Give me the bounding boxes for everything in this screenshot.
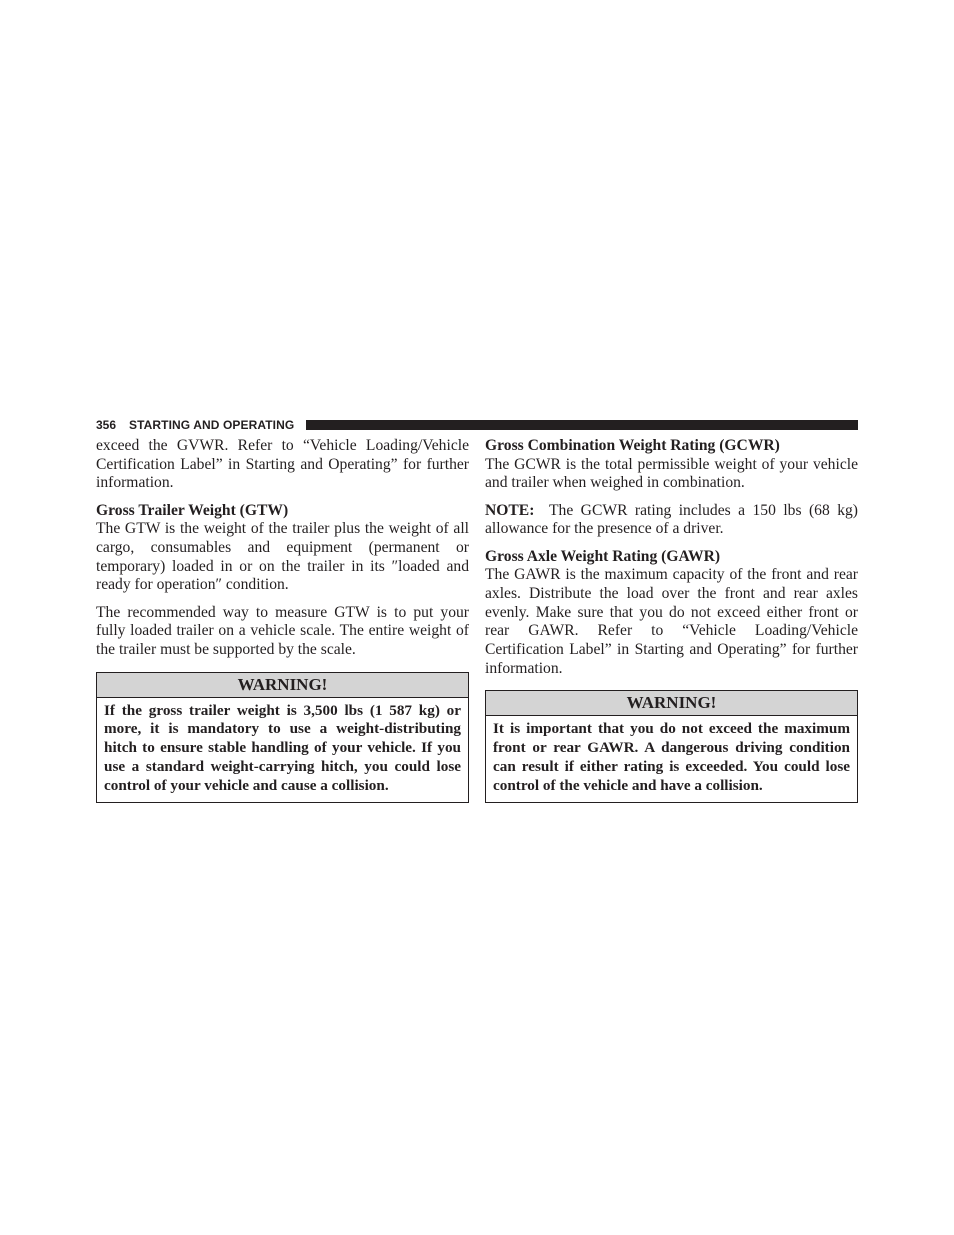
warning-text: It is important that you do not exceed the maximum front or rear GAWR. A dangerous driving condition can result if either rating is exceeded. You could lose control of the vehicle and have a collision. [493, 720, 850, 794]
note-paragraph [485, 502, 858, 539]
note-text: The GCWR rating includes a 150 lbs (68 kg) allowance for the presence of a driver. [485, 501, 858, 538]
gtw-measure-paragraph: The recommended way to measure GTW is to put your fully loaded trailer on a vehicle scale. The entire weight of the trailer must be supported by the scale. [96, 603, 469, 659]
warning-box-gtw [96, 672, 469, 804]
gcwr-paragraph: The GCWR is the total permissible weight of your vehicle and trailer when weighed in combination. [485, 455, 858, 492]
gtw-paragraph: The GTW is the weight of the trailer plus the weight of all cargo, consumables and equipment (permanent or temporary) loaded in or on the trailer in its ″loaded and ready for operation″ condition. [96, 520, 469, 594]
gawr-heading: Gross Axle Weight Rating (GAWR) [485, 547, 721, 565]
right-column [485, 437, 858, 803]
warning-box-gawr [485, 690, 858, 803]
note-label: NOTE: [485, 501, 535, 519]
header-rule [306, 420, 858, 430]
warning-title: WARNING! [486, 691, 857, 716]
page-header [96, 417, 858, 433]
gcwr-heading: Gross Combination Weight Rating (GCWR) [485, 437, 780, 454]
section-title: STARTING AND OPERATING [129, 418, 295, 432]
warning-text: If the gross trailer weight is 3,500 lbs (1 587 kg) or more, it is mandatory to use a weight-distributing hitch to ensure stable handling of your vehicle. If you use a standard weight-carrying hitch, you could lose control of your vehicle and cause a collision. [104, 701, 461, 794]
left-column [96, 437, 469, 803]
page-number: 356 [96, 418, 117, 432]
intro-paragraph: exceed the GVWR. Refer to “Vehicle Loading/Vehicle Certification Label” in Starting and Operating” for further information. [96, 437, 469, 492]
warning-title: WARNING! [97, 673, 468, 698]
gtw-heading: Gross Trailer Weight (GTW) [96, 501, 289, 519]
gawr-paragraph: The GAWR is the maximum capacity of the front and rear axles. Distribute the load over the front and rear axles evenly. Make sure that you do not exceed either front or rear GAWR. Refer to “Vehicle Loading/Vehicle Certification Label” in Starting and Operating” for further information. [485, 566, 858, 677]
